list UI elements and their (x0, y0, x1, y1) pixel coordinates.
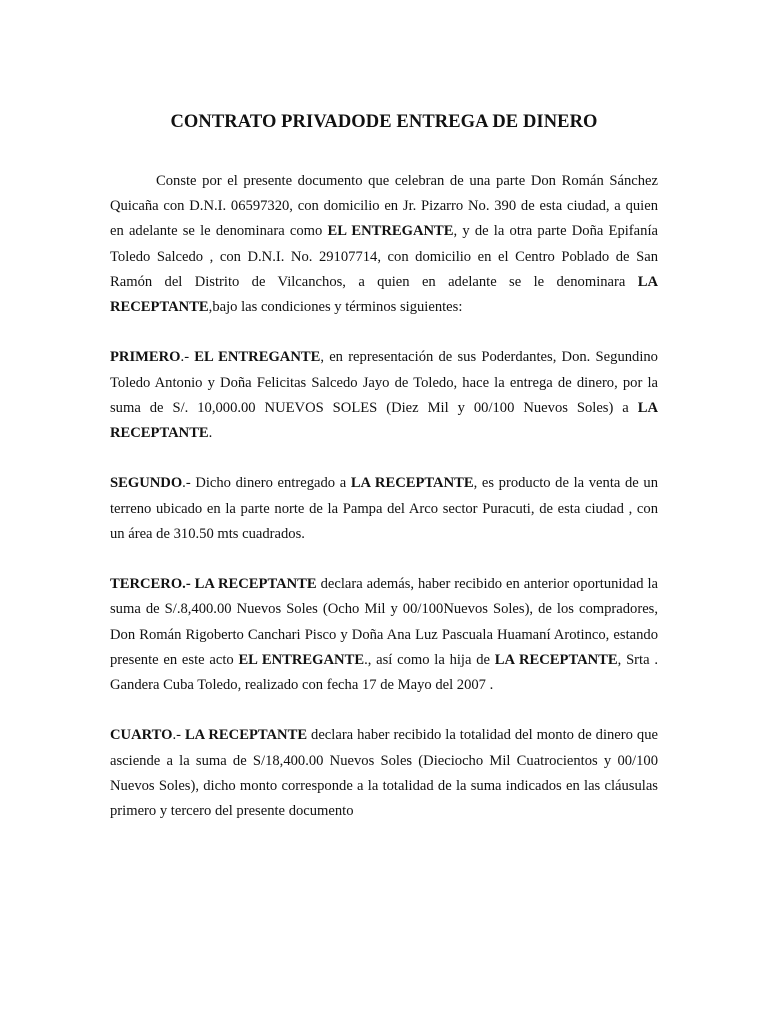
clause-segundo (110, 471, 658, 547)
clause-cuarto-text-1: .- (172, 727, 185, 744)
intro-party-receptante: LA RECEPTANTE (110, 273, 658, 316)
clause-tercero (110, 572, 658, 698)
clause-tercero-party-1: EL ENTREGANTE (238, 651, 365, 668)
clause-primero (110, 345, 658, 446)
clause-tercero-text-3: , Srta . Gandera Cuba Toledo, realizado con fecha 17 de Mayo del 2007 . (110, 651, 658, 694)
clause-primero-text-2: , en representación de sus Poderdantes, Don. Segundino Toledo Antonio y Doña Felicitas Salcedo Jayo de Toledo, hace la entrega de dinero, por la suma de S/. 10,000.00 NUEVOS SOLES (Diez Mil y 00/100 Nuevos Soles) a (110, 349, 658, 416)
clause-primero-heading: PRIMERO (110, 349, 181, 366)
clause-primero-party-1: EL ENTREGANTE (194, 349, 321, 366)
clause-cuarto-text-2: declara haber recibido la totalidad del monto de dinero que asciende a la suma de S/18,400.00 Nuevos Soles (Dieciocho Mil Cuatrocientos y 00/100 Nuevos Soles), dicho monto corresponde a la totalidad de la suma indicados en las cláusulas primero y tercero del presente documento (110, 727, 658, 820)
clause-tercero-text-2: ., así como la hija de (364, 651, 495, 668)
clause-tercero-party-2: LA RECEPTANTE (494, 651, 618, 668)
intro-text-1: Conste por el presente documento que celebran de una parte Don Román Sánchez Quicaña con D.N.I. 06597320, con domicilio en Jr. Pizarro No. 390 de esta ciudad, a quien en adelante se le denominara como (110, 173, 658, 240)
clause-cuarto (110, 723, 658, 824)
clause-tercero-text-1: declara además, haber recibido en anterior oportunidad la suma de S/.8,400.00 Nuevos Soles (Ocho Mil y 00/100Nuevos Soles), de los compradores, Don Román Rigoberto Canchari Pisco y Doña Ana Luz Pascuala Huamaní Arotinco, estando presente en este acto (110, 576, 658, 668)
clause-primero-text-3: . (208, 425, 213, 442)
clause-primero-party-2: LA RECEPTANTE (110, 399, 658, 442)
clause-primero-text-1: .- (180, 349, 195, 366)
document-page (110, 112, 658, 824)
intro-text-3: ,bajo las condiciones y términos siguientes: (208, 299, 463, 316)
clause-tercero-heading: TERCERO.- LA RECEPTANTE (110, 576, 317, 593)
clause-cuarto-party-1: LA RECEPTANTE (184, 727, 308, 744)
clause-cuarto-heading: CUARTO (110, 727, 173, 744)
clause-segundo-party-1: LA RECEPTANTE (350, 475, 474, 492)
clause-segundo-text-1: .- Dicho dinero entregado a (182, 475, 351, 492)
clause-segundo-text-2: , es producto de la venta de un terreno ubicado en la parte norte de la Pampa del Arco sector Puracuti, de esta ciudad , con un área de 310.50 mts cuadrados. (110, 475, 658, 542)
intro-paragraph (110, 169, 658, 320)
clause-segundo-heading: SEGUNDO (110, 475, 183, 492)
intro-party-entregante: EL ENTREGANTE (327, 223, 454, 240)
intro-text-2: , y de la otra parte Doña Epifanía Toledo Salcedo , con D.N.I. No. 29107714, con domicilio en el Centro Poblado de San Ramón del Distrito de Vilcanchos, a quien en adelante se le denominara (110, 223, 658, 290)
document-title: CONTRATO PRIVADODE ENTREGA DE DINERO (170, 112, 598, 132)
